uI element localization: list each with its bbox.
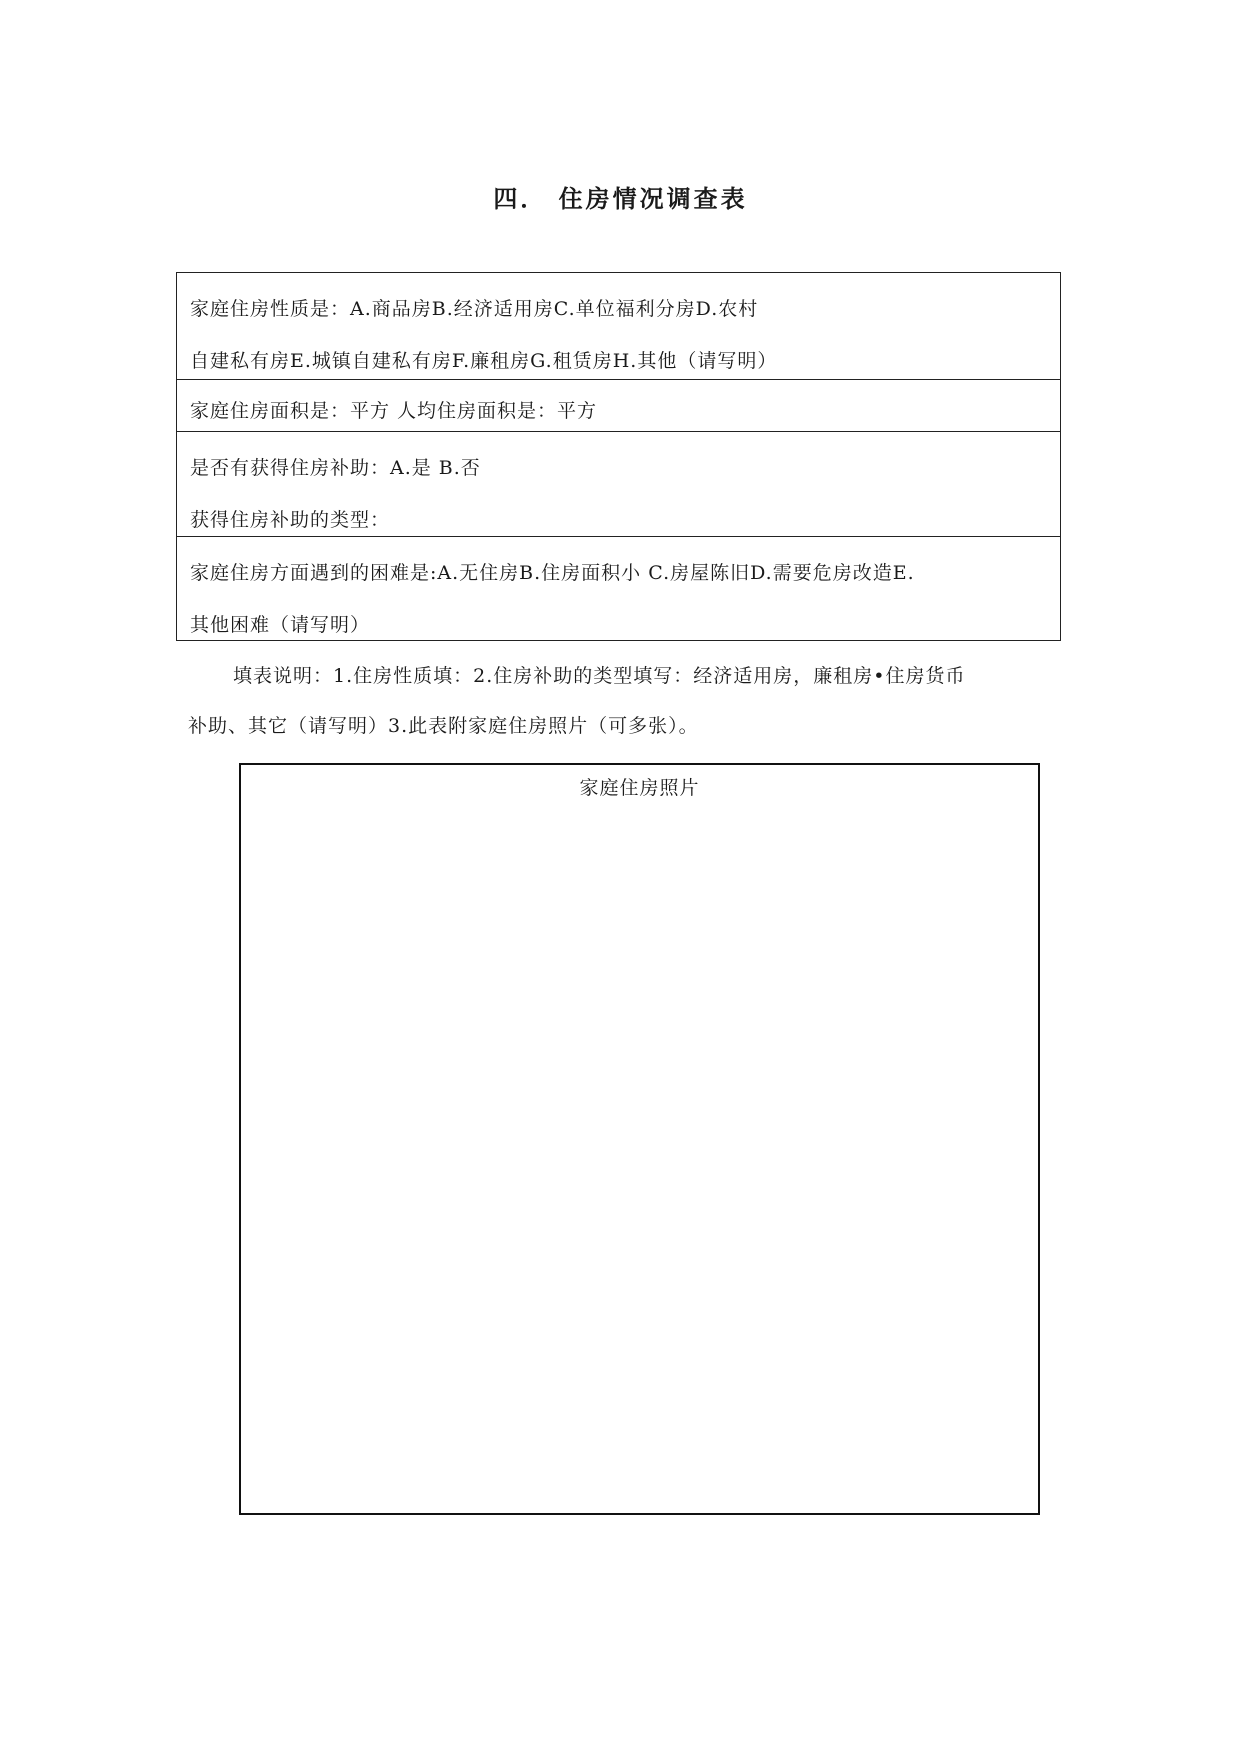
page-title: 四． 住房情况调查表 xyxy=(493,185,748,213)
housing-survey-table xyxy=(176,272,1061,641)
housing-area-text: 家庭住房面积是：平方 人均住房面积是：平方 xyxy=(190,400,598,422)
housing-difficulty-row xyxy=(177,536,1060,640)
housing-nature-text-line-2: 自建私有房E.城镇自建私有房F.廉租房G.租赁房H.其他（请写明） xyxy=(190,350,778,372)
housing-subsidy-type: 获得住房补助的类型： xyxy=(190,509,391,531)
housing-subsidy-row xyxy=(177,431,1060,536)
housing-difficulty-text-line-2: 其他困难（请写明） xyxy=(190,614,371,636)
photo-placeholder-area xyxy=(241,815,1038,1513)
instructions-line-2: 补助、其它（请写明）3.此表附家庭住房照片（可多张）。 xyxy=(188,715,699,737)
housing-nature-text-line-1: 家庭住房性质是：A.商品房B.经济适用房C.单位福利分房D.农村 xyxy=(190,298,759,320)
housing-subsidy-question: 是否有获得住房补助：A.是 B.否 xyxy=(190,457,481,479)
housing-nature-row xyxy=(177,273,1060,379)
housing-difficulty-text-line-1: 家庭住房方面遇到的困难是:A.无住房B.住房面积小 C.房屋陈旧D.需要危房改造E. xyxy=(190,562,915,584)
photo-caption: 家庭住房照片 xyxy=(579,777,700,799)
fill-instructions xyxy=(188,651,1068,751)
housing-photo-box xyxy=(239,763,1040,1515)
instructions-line-1: 填表说明：1.住房性质填：2.住房补助的类型填写：经济适用房，廉租房•住房货币 xyxy=(233,665,966,687)
